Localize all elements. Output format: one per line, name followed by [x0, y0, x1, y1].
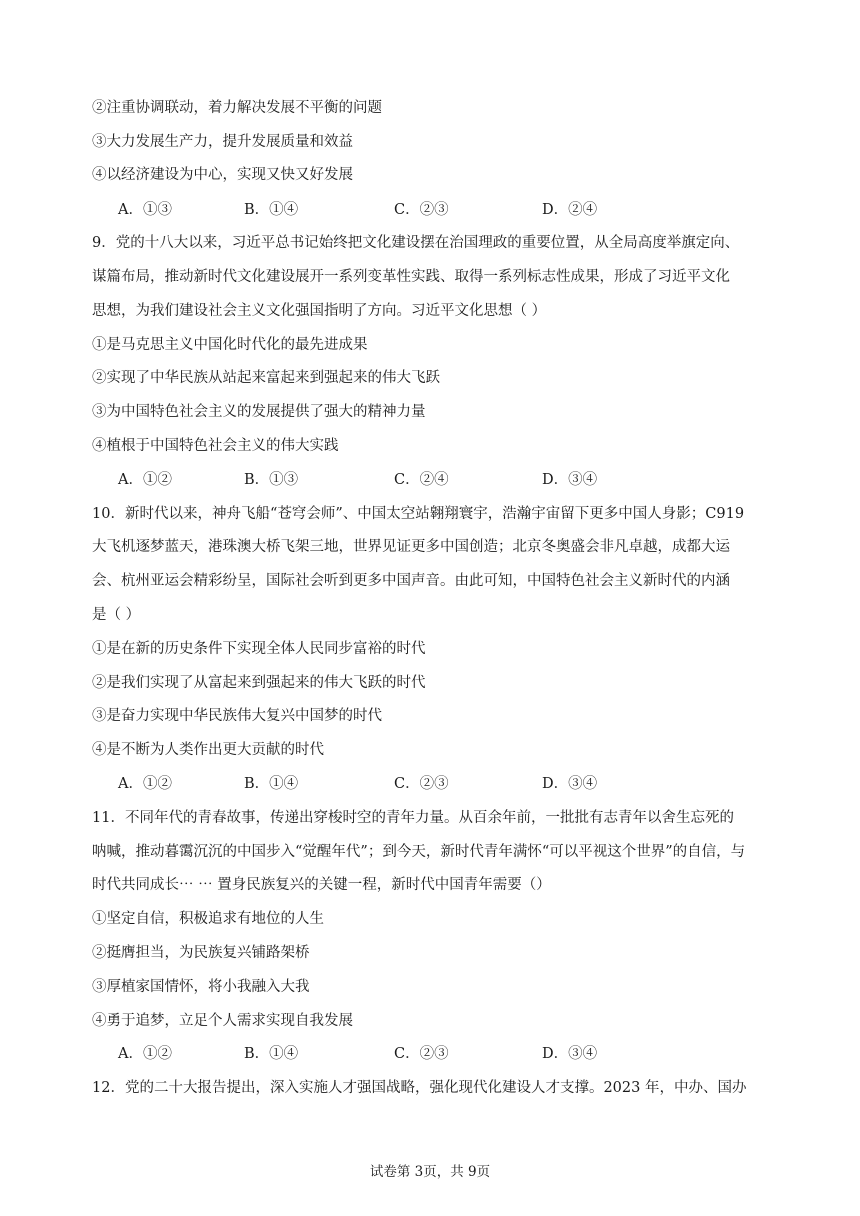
q10-choice-c[interactable]: C．②③ [394, 776, 449, 792]
q10-option-3: ③是奋力实现中华民族伟大复兴中国梦的时代 [92, 708, 382, 724]
q10-option-4: ④是不断为人类作出更大贡献的时代 [92, 742, 324, 758]
q11-option-1: ①坚定自信，积极追求有地位的人生 [92, 911, 324, 927]
q11-stem-line: 呐喊，推动暮霭沉沉的中国步入“觉醒年代”；到今天，新时代青年满怀“可以平视这个世界”的自信，与 [92, 844, 746, 860]
q9-choice-a[interactable]: A．①② [118, 472, 172, 488]
q11-choices [118, 1044, 778, 1064]
q11-option-4: ④勇于追梦，立足个人需求实现自我发展 [92, 1013, 353, 1029]
q9-choices [118, 470, 778, 490]
q8-option-3: ③大力发展生产力，提升发展质量和效益 [92, 134, 353, 150]
q11-choice-b[interactable]: B．①④ [244, 1046, 299, 1062]
q11-option-3: ③厚植家国情怀，将小我融入大我 [92, 979, 310, 995]
q10-stem-line: 是（ ） [92, 607, 141, 623]
q9-option-3: ③为中国特色社会主义的发展提供了强大的精神力量 [92, 404, 426, 420]
q9-choice-d[interactable]: D．③④ [542, 472, 598, 488]
q11-option-2: ②挺膺担当，为民族复兴铺路架桥 [92, 945, 310, 961]
q9-stem-line: 思想，为我们建设社会主义文化强国指明了方向。习近平文化思想（ ） [92, 303, 547, 319]
q11-choice-d[interactable]: D．③④ [542, 1046, 598, 1062]
q11-choice-a[interactable]: A．①② [118, 1046, 172, 1062]
q10-option-1: ①是在新的历史条件下实现全体人民同步富裕的时代 [92, 641, 426, 657]
q8-choice-a[interactable]: A．①③ [118, 202, 172, 218]
q8-option-2: ②注重协调联动，着力解决发展不平衡的问题 [92, 100, 382, 116]
q8-choice-d[interactable]: D．②④ [542, 202, 598, 218]
q9-stem-line: 谋篇布局，推动新时代文化建设展开一系列变革性实践、取得一系列标志性成果，形成了习近平文化 [92, 269, 730, 285]
q9-option-4: ④植根于中国特色社会主义的伟大实践 [92, 438, 339, 454]
q11-stem-line: 时代共同成长⋯ ⋯ 置身民族复兴的关键一程，新时代中国青年需要（） [92, 877, 551, 893]
q9-choice-b[interactable]: B．①③ [244, 472, 299, 488]
q10-choice-b[interactable]: B．①④ [244, 776, 299, 792]
q9-choice-c[interactable]: C．②④ [394, 472, 449, 488]
q10-choice-d[interactable]: D．③④ [542, 776, 598, 792]
q10-choices [118, 774, 778, 794]
page-footer: 试卷第 3页，共 9页 [369, 1164, 491, 1180]
q8-choice-c[interactable]: C．②③ [394, 202, 449, 218]
q9-stem-line: 9．党的十八大以来，习近平总书记始终把文化建设摆在治国理政的重要位置，从全局高度举旗定向、 [92, 235, 740, 251]
q9-option-1: ①是马克思主义中国化时代化的最先进成果 [92, 337, 368, 353]
q8-choices [118, 200, 778, 220]
q12-stem-line: 12．党的二十大报告提出，深入实施人才强国战略，强化现代化建设人才支撑。2023 年，中办、国办 [92, 1080, 747, 1096]
q8-option-4: ④以经济建设为中心，实现又快又好发展 [92, 167, 353, 183]
q10-stem-line: 大飞机逐梦蓝天，港珠澳大桥飞架三地，世界见证更多中国创造；北京冬奥盛会非凡卓越，成都大运 [92, 539, 730, 555]
q8-choice-b[interactable]: B．①④ [244, 202, 299, 218]
q11-choice-c[interactable]: C．②③ [394, 1046, 449, 1062]
q10-stem-line: 10．新时代以来，神舟飞船“苍穹会师”、中国太空站翱翔寰宇，浩瀚宇宙留下更多中国人身影；C919 [92, 506, 745, 522]
q10-option-2: ②是我们实现了从富起来到强起来的伟大飞跃的时代 [92, 675, 426, 691]
q11-stem-line: 11．不同年代的青春故事，传递出穿梭时空的青年力量。从百余年前，一批批有志青年以舍生忘死的 [92, 810, 734, 826]
q10-choice-a[interactable]: A．①② [118, 776, 172, 792]
q9-option-2: ②实现了中华民族从站起来富起来到强起来的伟大飞跃 [92, 370, 440, 386]
q10-stem-line: 会、杭州亚运会精彩纷呈，国际社会听到更多中国声音。由此可知，中国特色社会主义新时代的内涵 [92, 573, 730, 589]
